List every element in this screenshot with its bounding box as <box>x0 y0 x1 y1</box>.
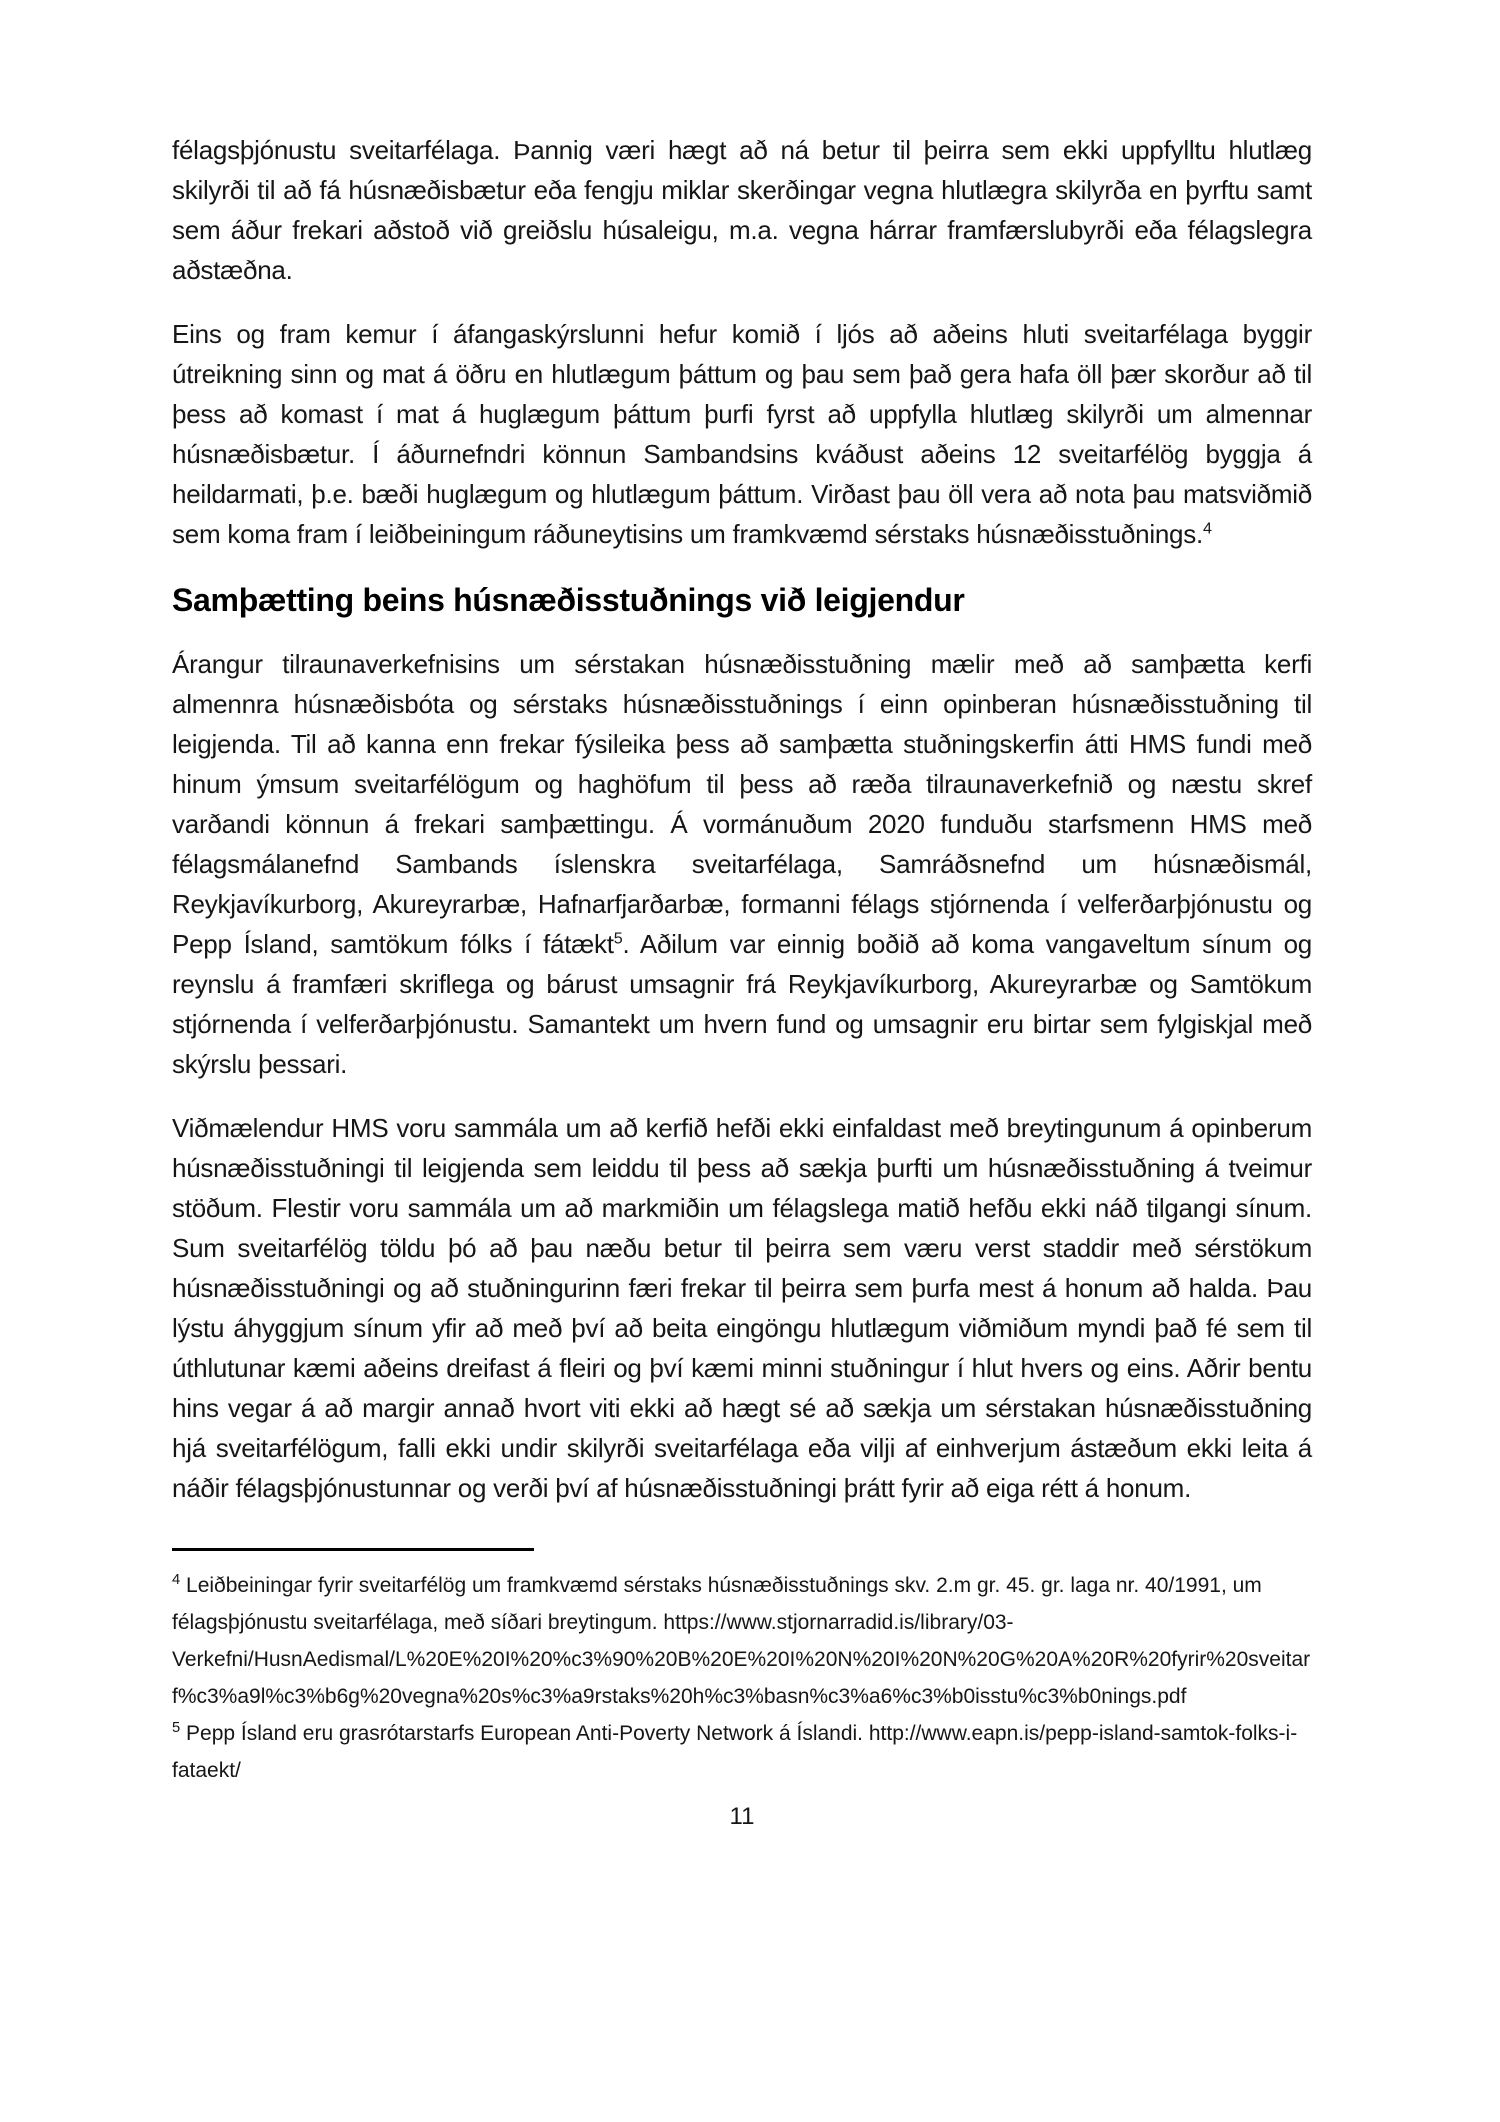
footnote-ref-4: 4 <box>1202 519 1212 538</box>
body-paragraph-4 <box>172 1108 1312 1508</box>
footnote-text: Pepp Ísland eru grasrótarstarfs European Anti-Poverty Network á Íslandi. http://www.eapn.is/pepp-island-samtok-folks-i-fataekt/ <box>172 1722 1298 1782</box>
paragraph-text: . Aðilum var einnig boðið að koma vangaveltum sínum og reynslu á framfæri skriflega og bárust umsagnir frá Reykjavíkurborg, Akureyrarbæ og Samtökum stjórnenda í velferðarþjónustu. Samantekt um hvern fund og umsagnir eru birtar sem fylgiskjal með skýrslu þessari. <box>172 929 1313 1079</box>
paragraph-text: Árangur tilraunaverkefnisins um sérstakan húsnæðisstuðning mælir með að samþætta kerfi almennra húsnæðisbóta og sérstaks húsnæðisstuðnings í einn opinberan húsnæðisstuðning til leigjenda. Til að kanna enn frekar fýsileika þess að samþætta stuðningskerfin átti HMS fundi með hinum ýmsum sveitarfélögum og haghöfum til þess að ræða tilraunaverkefnið og næstu skref varðandi könnun á frekari samþættingu. Á vormánuðum 2020 funduðu starfsmenn HMS með félagsmálanefnd Sambands íslenskra sveitarfélaga, Samráðsnefnd um húsnæðismál, Reykjavíkurborg, Akureyrarbæ, Hafnarfjarðarbæ, formanni félags stjórnenda í velferðarþjónustu og Pepp Ísland, samtökum fólks í fátækt <box>172 649 1312 959</box>
body-paragraph-2 <box>172 314 1312 554</box>
footnote-4 <box>172 1567 1312 1715</box>
footnote-ref-5: 5 <box>613 929 623 948</box>
footnote-text: Leiðbeiningar fyrir sveitarfélög um framkvæmd sérstaks húsnæðisstuðnings skv. 2.m gr. 45. gr. laga nr. 40/1991, um félagsþjónustu sveitarfélaga, með síðari breytingum. https://www.stjornarradid.is/library/03-Verkefni/HusnAedismal/L%20E%20I%20%c3%90%20B%20E%20I%20N%20I%20N%20G%20A%20R%20fyrir%20sveitarf%c3%a9l%c3%b6g%20vegna%20s%c3%a9rstaks%20h%c3%basn%c3%a6%c3%b0isstu%c3%b0nings.pdf <box>172 1574 1311 1708</box>
paragraph-text: Eins og fram kemur í áfangaskýrslunni hefur komið í ljós að aðeins hluti sveitarfélaga byggir útreikning sinn og mat á öðru en hlutlægum þáttum og þau sem það gera hafa öll þær skorður að til þess að komast í mat á huglægum þáttum þurfi fyrst að uppfylla hlutlæg skilyrði um almennar húsnæðisbætur. Í áðurnefndri könnun Sambandsins kváðust aðeins 12 sveitarfélög byggja á heildarmati, þ.e. bæði huglægum og hlutlægum þáttum. Virðast þau öll vera að nota þau matsviðmið sem koma fram í leiðbeiningum ráðuneytisins um framkvæmd sérstaks húsnæðisstuðnings. <box>172 319 1312 549</box>
section-heading: Samþætting beins húsnæðisstuðnings við leigjendur <box>172 582 965 618</box>
paragraph-text: félagsþjónustu sveitarfélaga. Þannig væri hægt að ná betur til þeirra sem ekki uppfylltu hlutlæg skilyrði til að fá húsnæðisbætur eða fengju miklar skerðingar vegna hlutlægra skilyrða en þyrftu samt sem áður frekari aðstoð við greiðslu húsaleigu, m.a. vegna hárrar framfærslubyrði eða félagslegra aðstæðna. <box>172 135 1312 285</box>
body-paragraph-3 <box>172 644 1312 1084</box>
footnote-5 <box>172 1715 1312 1789</box>
footnote-marker: 5 <box>172 1720 181 1736</box>
footnotes-section <box>172 1548 1312 1833</box>
footnote-separator <box>172 1548 534 1551</box>
body-paragraph-1 <box>172 130 1312 290</box>
page-content <box>172 130 1312 1833</box>
page-number: 11 <box>729 1803 755 1830</box>
footnote-marker: 4 <box>172 1572 181 1588</box>
paragraph-text: Viðmælendur HMS voru sammála um að kerfið hefði ekki einfaldast með breytingunum á opinberum húsnæðisstuðningi til leigjenda sem leiddu til þess að sækja þurfti um húsnæðisstuðning á tveimur stöðum. Flestir voru sammála um að markmiðin um félagslega matið hefðu ekki náð tilgangi sínum. Sum sveitarfélög töldu þó að þau næðu betur til þeirra sem væru verst staddir með sérstökum húsnæðisstuðningi og að stuðningurinn færi frekar til þeirra sem þurfa mest á honum að halda. Þau lýstu áhyggjum sínum yfir að með því að beita eingöngu hlutlægum viðmiðum myndi það fé sem til úthlutunar kæmi aðeins dreifast á fleiri og því kæmi minni stuðningur í hlut hvers og eins. Aðrir bentu hins vegar á að margir annað hvort viti ekki að hægt sé að sækja um sérstakan húsnæðisstuðning hjá sveitarfélögum, falli ekki undir skilyrði sveitarfélaga eða vilji af einhverjum ástæðum ekki leita á náðir félagsþjónustunnar og verði því af húsnæðisstuðningi þrátt fyrir að eiga rétt á honum. <box>172 1113 1312 1503</box>
